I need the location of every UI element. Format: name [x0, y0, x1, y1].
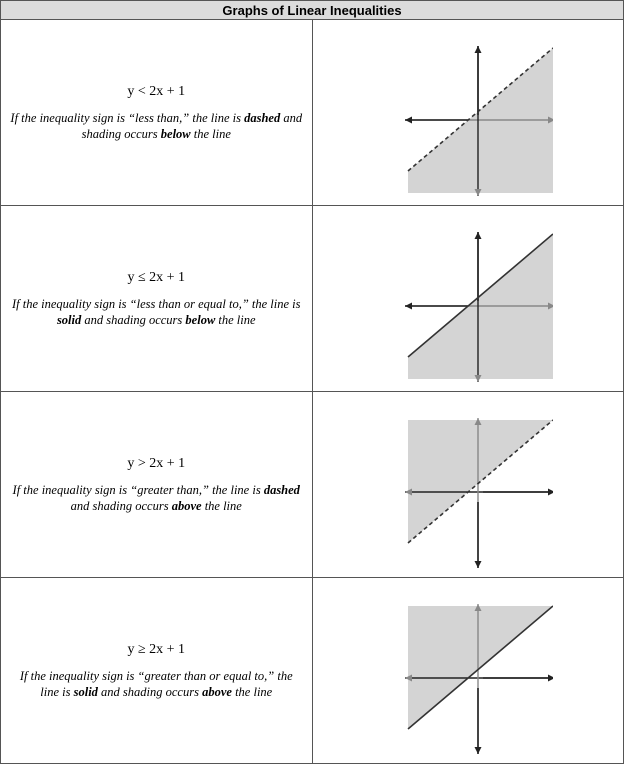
inequality-formula: y ≥ 2x + 1 — [127, 641, 186, 657]
arrow-up — [474, 232, 481, 239]
inequality-formula: y < 2x + 1 — [127, 83, 186, 99]
inequality-graph-cell — [312, 578, 624, 764]
arrow-right — [548, 488, 553, 495]
inequality-formula: y ≤ 2x + 1 — [127, 269, 186, 285]
table-row — [1, 578, 624, 764]
inequality-text-cell — [1, 392, 313, 578]
arrow-up — [474, 46, 481, 53]
inequality-text-cell — [1, 20, 313, 206]
table-title: Graphs of Linear Inequalities — [1, 1, 624, 20]
table-row — [1, 392, 624, 578]
inequality-graph-cell — [312, 392, 624, 578]
inequality-graph — [383, 28, 553, 198]
inequality-description: If the inequality sign is “less than or equal to,” the line is solid and shading occurs below the line — [11, 296, 301, 327]
table-row — [1, 206, 624, 392]
arrow-left — [405, 116, 412, 123]
inequality-graph — [383, 400, 553, 570]
arrow-right — [548, 674, 553, 681]
inequality-text-cell — [1, 206, 313, 392]
arrow-down — [474, 561, 481, 568]
inequality-formula: y > 2x + 1 — [127, 455, 186, 471]
inequality-graph — [383, 214, 553, 384]
inequality-description: If the inequality sign is “less than,” the line is dashed and shading occurs below the line — [10, 110, 303, 141]
inequality-graph — [383, 586, 553, 756]
inequality-description: If the inequality sign is “greater than or equal to,” the line is solid and shading occurs above the line — [19, 668, 293, 699]
arrow-down — [474, 747, 481, 754]
inequality-text-cell — [1, 578, 313, 764]
inequality-graph-cell — [312, 206, 624, 392]
arrow-left — [405, 302, 412, 309]
table-row — [1, 20, 624, 206]
inequality-graph-cell — [312, 20, 624, 206]
inequality-description: If the inequality sign is “greater than,” the line is dashed and shading occurs above the line — [12, 482, 300, 513]
